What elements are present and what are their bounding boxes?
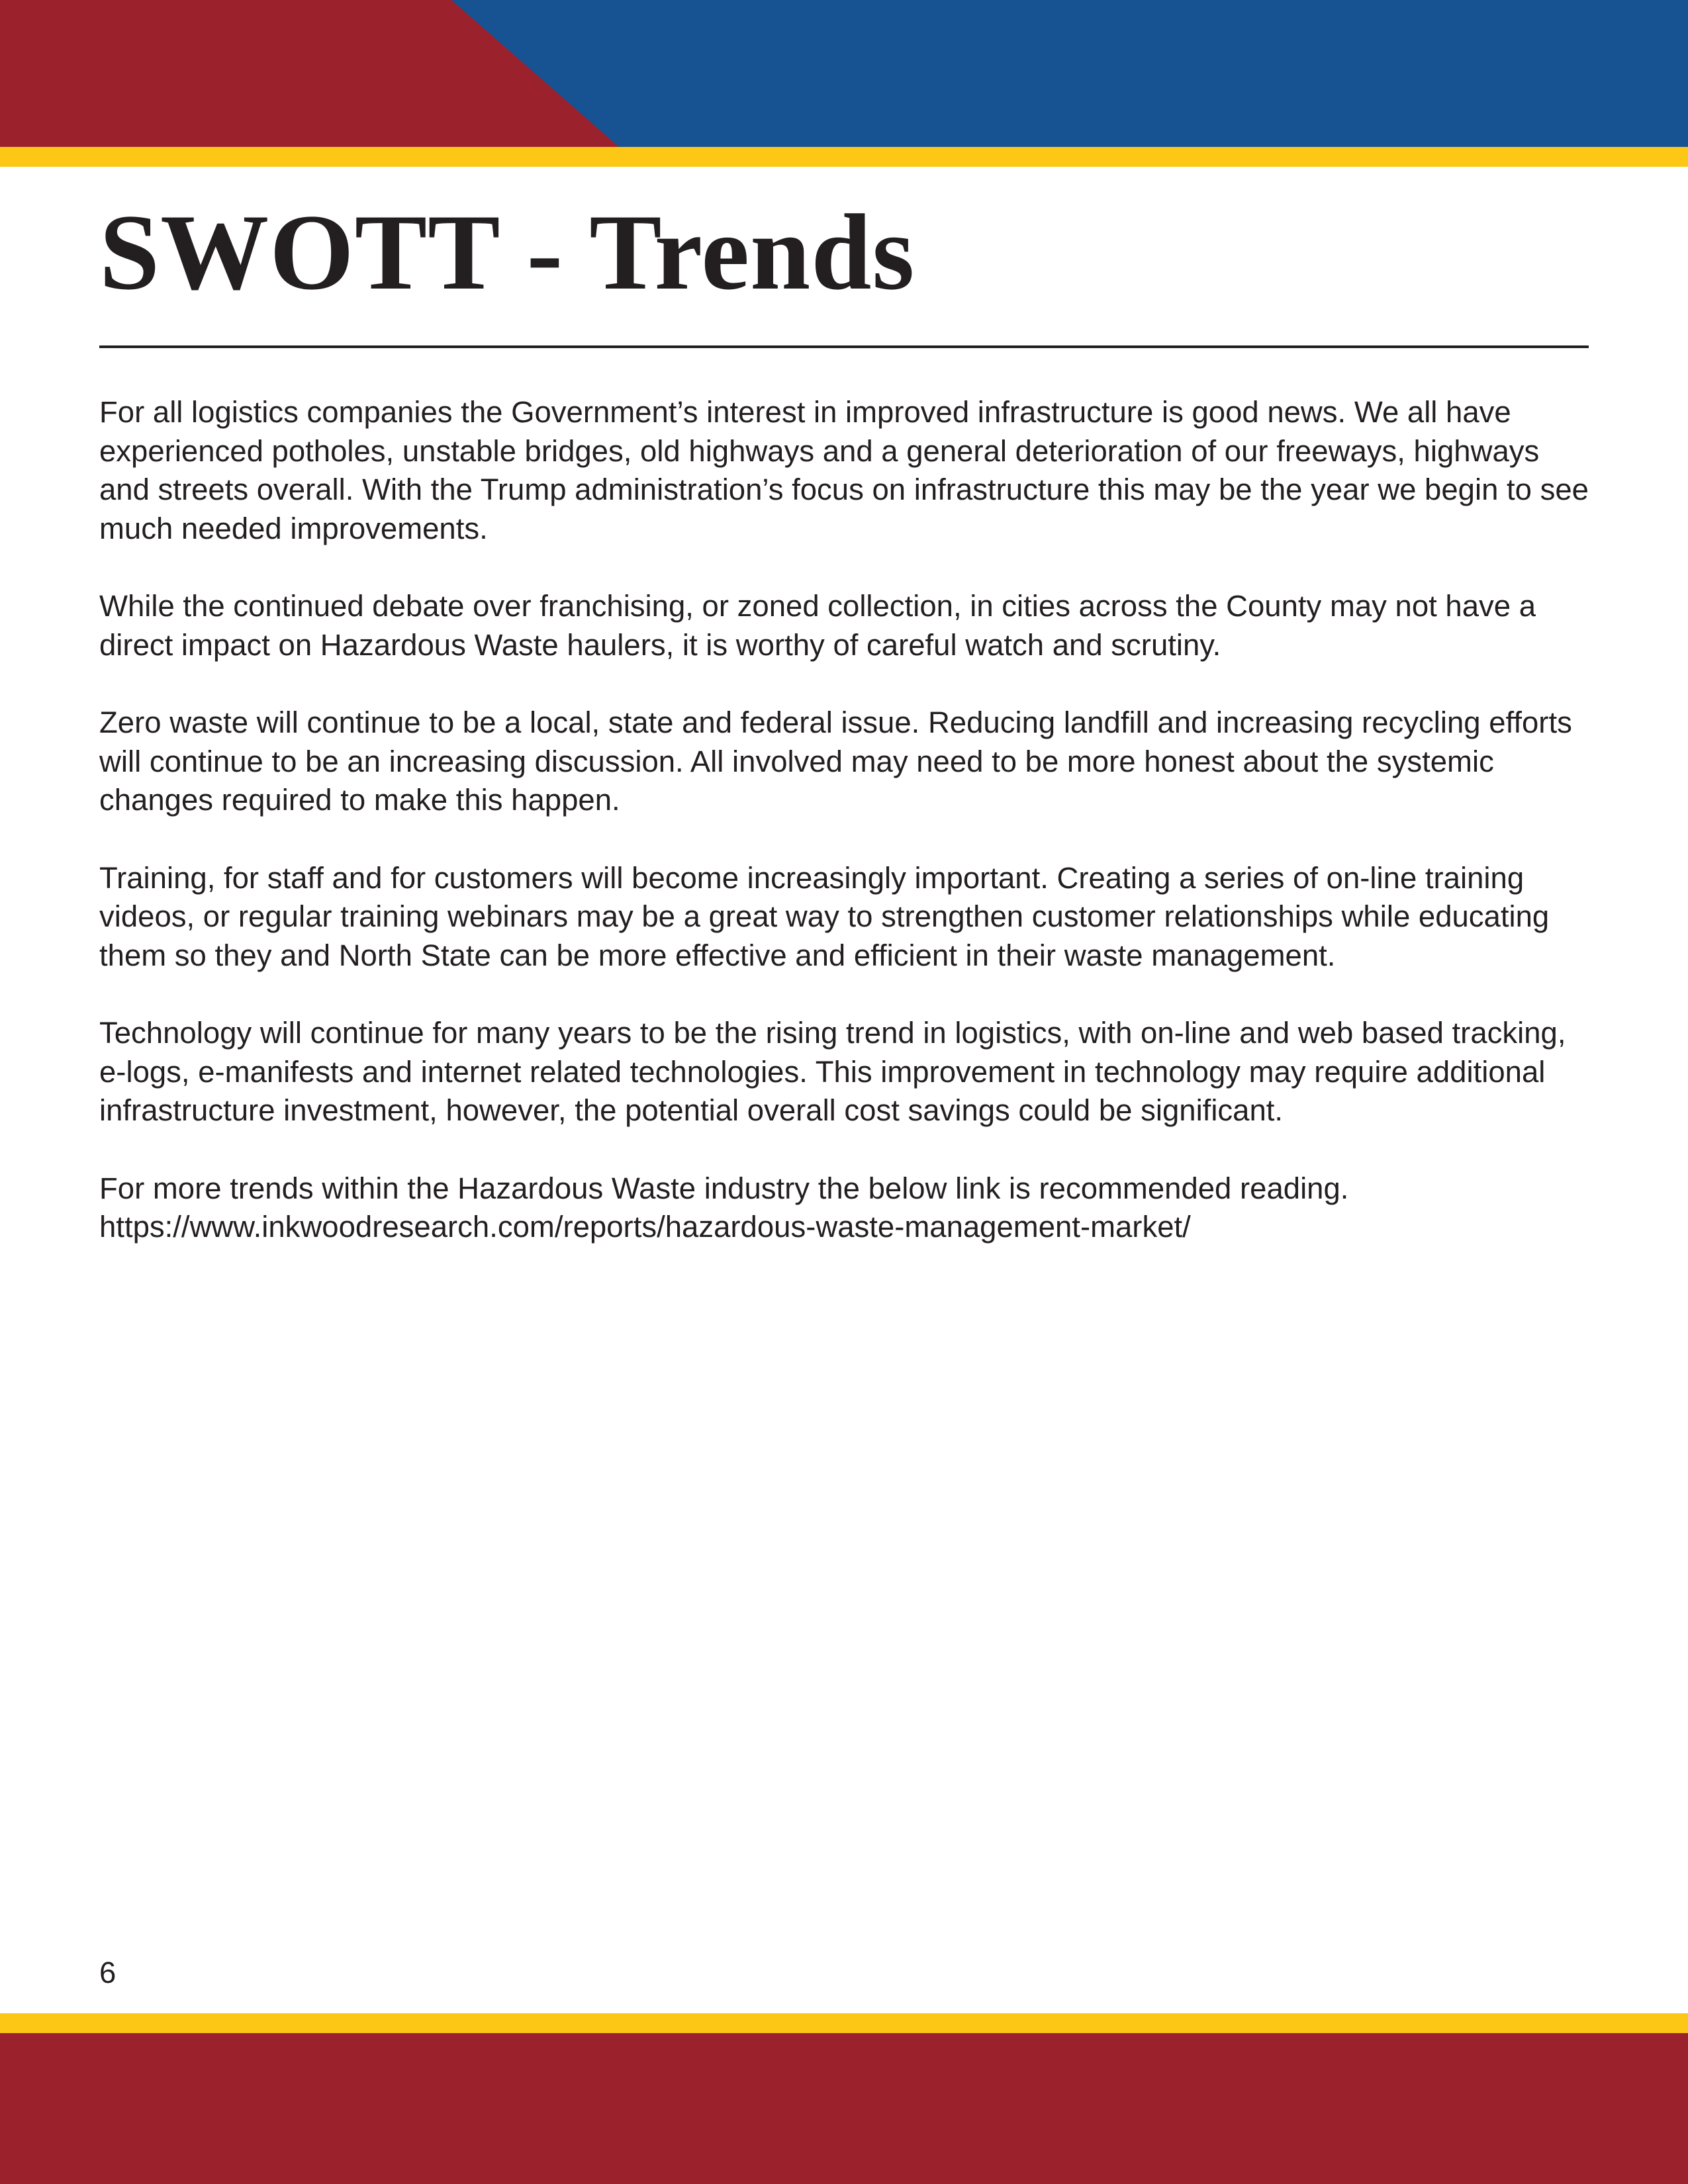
- header-banner-graphic: [0, 0, 1688, 147]
- paragraph-more-trends: [99, 1169, 1589, 1247]
- header-gold-stripe: [0, 147, 1688, 167]
- paragraph-franchising: While the continued debate over franchising, or zoned collection, in cities across the County may not have a direct impact on Hazardous Waste haulers, it is worthy of careful watch and scrutiny.: [99, 589, 1536, 662]
- footer-gold-stripe: [0, 2013, 1688, 2033]
- recommended-reading-link[interactable]: https://www.inkwoodresearch.com/reports/hazardous-waste-management-market/: [99, 1210, 1191, 1244]
- paragraph-infrastructure: For all logistics companies the Government’s interest in improved infrastructure is good news. We all have experienced potholes, unstable bridges, old highways and a general deterioration of our freeways, highways and streets overall. With the Trump administration’s focus on infrastructure this may be the year we begin to see much needed improvements.: [99, 395, 1589, 545]
- paragraph-training: Training, for staff and for customers will become increasingly important. Creating a series of on-line training videos, or regular training webinars may be a great way to strengthen customer relationships while educating them so they and North State can be more effective and efficient in their waste management.: [99, 860, 1550, 972]
- body-text: [99, 393, 1589, 1247]
- paragraph-zero-waste: Zero waste will continue to be a local, state and federal issue. Reducing landfill and increasing recycling efforts will continue to be an increasing discussion. All involved may need to be more honest about the systemic changes required to make this happen.: [99, 705, 1572, 817]
- footer-red-band: [0, 2033, 1688, 2184]
- page-title: SWOTT - Trends: [99, 193, 915, 312]
- title-divider: [99, 345, 1589, 348]
- more-trends-text: For more trends within the Hazardous Waste industry the below link is recommended reading.: [99, 1171, 1349, 1205]
- paragraph-technology: Technology will continue for many years to be the rising trend in logistics, with on-line and web based tracking, e-logs, e-manifests and internet related technologies. This improvement in technology may require additional infrastructure investment, however, the potential overall cost savings could be significant.: [99, 1016, 1566, 1127]
- page-number: 6: [99, 1956, 117, 1989]
- header-banner: [0, 0, 1688, 147]
